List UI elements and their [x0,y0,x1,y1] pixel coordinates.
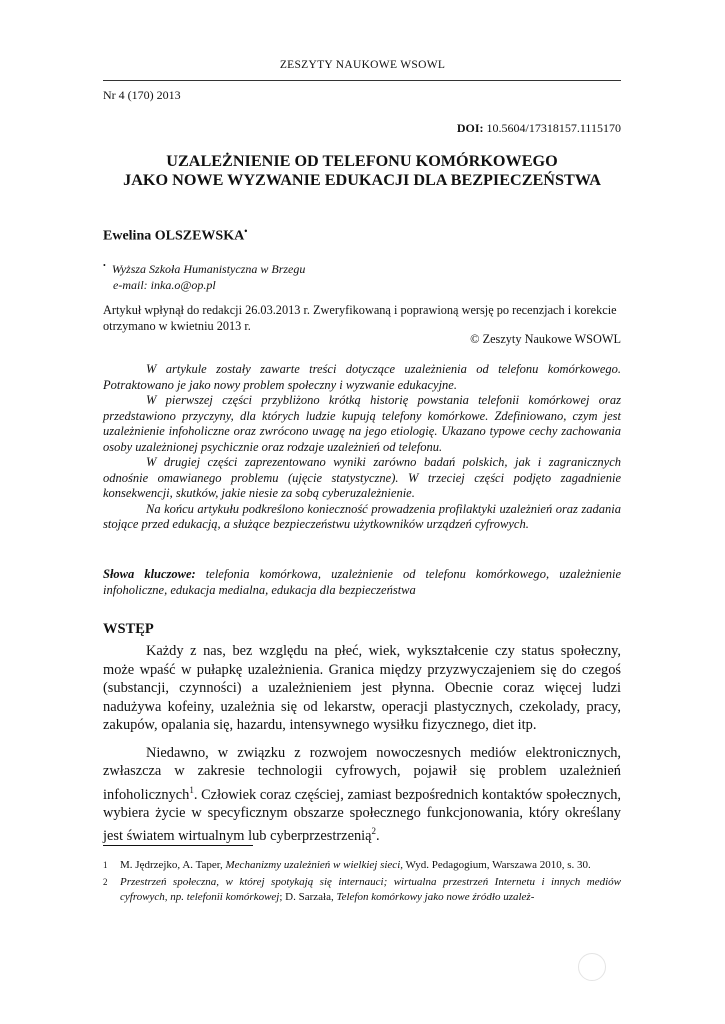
footnote-rule [103,845,253,846]
abstract-paragraph: W drugiej części zaprezentowano wyniki zarówno badań polskich, jak i zagranicznych odnośnie omawianego problemu (ujęcie statystyczne). W trzeciej części podjęto zagadnienie konsekwencji, skutków, jakie niesie za sobą cyberuzależnienie. [103,455,621,500]
abstract-paragraph: W artykule zostały zawarte treści dotyczące uzależnienia od telefonu komórkowego. Potraktowano je jako nowy problem społeczny i wyzwanie edukacyjne. [103,362,621,392]
article-title [103,152,621,190]
journal-name: ZESZYTY NAUKOWE WSOWL [279,59,446,71]
author-footnote-mark: • [244,226,248,236]
title-line-1: UZALEŻNIENIE OD TELEFONU KOMÓRKOWEGO [166,152,558,170]
header-rule [103,80,621,81]
footnote-title: Telefon komórkowy jako nowe źródło uzależ- [336,891,535,903]
affiliation [103,258,305,293]
affiliation-email: e-mail: inka.o@op.pl [113,278,216,292]
body-paragraph-2 [103,744,621,846]
footnote-ref-2: 2 [371,826,377,837]
doi-value: 10.5604/17318157.1115170 [486,121,621,135]
received-note: Artykuł wpłynął do redakcji 26.03.2013 r. Zweryfikowaną i poprawioną wersję po recenzjach i korekcie otrzymano w kwietniu 2013 r. [103,303,617,333]
footnote-part: , Wyd. Pedagogium, Warszawa 2010, s. 30. [400,859,591,871]
abstract-paragraph: W pierwszej części przybliżono krótką historię powstania telefonii komórkowej oraz przedstawiono przyczyny, dla których ludzie kupują telefony komórkowe. Zdefiniowano, czym jest uzależnienie infoholiczne oraz zwrócono uwagę na jego etiologię. Ukazano typowe cechy zachowania osoby uzależnionej psychicznie oraz rodzaje uzależnień od telefonu. [103,393,621,454]
paragraph-text: Niedawno, w związku z rozwojem nowoczesnych mediów elektronicznych, zwłaszcza w zakresie technologii cyfrowych, pojawił się problem uzależnień infoholicznych [103,744,621,803]
footnote-ref-1: 1 [189,784,194,795]
footnote-number: 1 [103,860,108,870]
body-paragraph-1: Każdy z nas, bez względu na płeć, wiek, wykształcenie czy status społeczny, może wpaść w pułapkę uzależnienia. Granica między przyzwyczajeniem się do czegoś (substancji, czynności) a uzależnieniem jest płynna. Obecnie coraz więcej ludzi nadużywa kofeiny, uzależnia się od lekarstw, operacji plastycznych, czekolady, pracy, zakupów, opalania się, hazardu, intensywnego wysiłku fizycznego, diet itp. [103,643,621,733]
keywords-text: telefonia komórkowa, uzależnienie od telefonu komórkowego, uzależnienie infoholiczne, edukacja medialna, edukacja dla bezpieczeństwa [103,567,621,597]
doi [457,121,621,136]
abstract [103,362,621,533]
issue-number: Nr 4 (170) 2013 [103,88,181,102]
affiliation-mark: • [103,261,106,270]
author-name: Ewelina OLSZEWSKA [103,228,245,244]
paragraph-text: . [376,828,380,845]
watermark-icon [578,953,606,981]
footnote-text [120,875,621,905]
keywords [103,566,621,598]
footnote-title: Mechanizmy uzależnień w wielkiej sieci [225,859,401,871]
footnote-part: Przestrzeń społeczna, w której spotykają się internauci; wirtualna przestrzeń Internetu i innych mediów cyfrowych, np. telefonii komórkowej [120,876,621,903]
footnote-part: ; D. Sarzała, [279,891,337,903]
keywords-label: Słowa kluczowe: [103,567,196,581]
affiliation-name: Wyższa Szkoła Humanistyczna w Brzegu [111,262,306,276]
abstract-paragraph: Na końcu artykułu podkreślono konieczność prowadzenia profilaktyki uzależnień oraz zadania stojące przed edukacją, a służące bezpieczeństwu użytkowników urządzeń cyfrowych. [103,501,621,531]
body-text [103,642,621,855]
copyright: © Zeszyty Naukowe WSOWL [470,332,621,346]
author [103,226,247,245]
footnote-1 [103,858,621,873]
section-heading: WSTĘP [103,621,154,637]
footnote-part: M. Jędrzejko, A. Taper, [120,859,226,871]
doi-label: DOI: [456,121,484,135]
title-line-2: JAKO NOWE WYZWANIE EDUKACJI DLA BEZPIECZEŃSTWA [123,171,601,189]
footnote-2 [103,875,621,905]
footnote-number: 2 [103,877,108,887]
footnote-text [120,858,621,873]
paragraph-text: . Człowiek coraz częściej, zamiast bezpośrednich kontaktów społecznych, wybiera życie w specyficznym obszarze społecznego funkcjonowania, który określany jest światem wirtualnym lub cyberprzestrzenią [103,786,621,845]
